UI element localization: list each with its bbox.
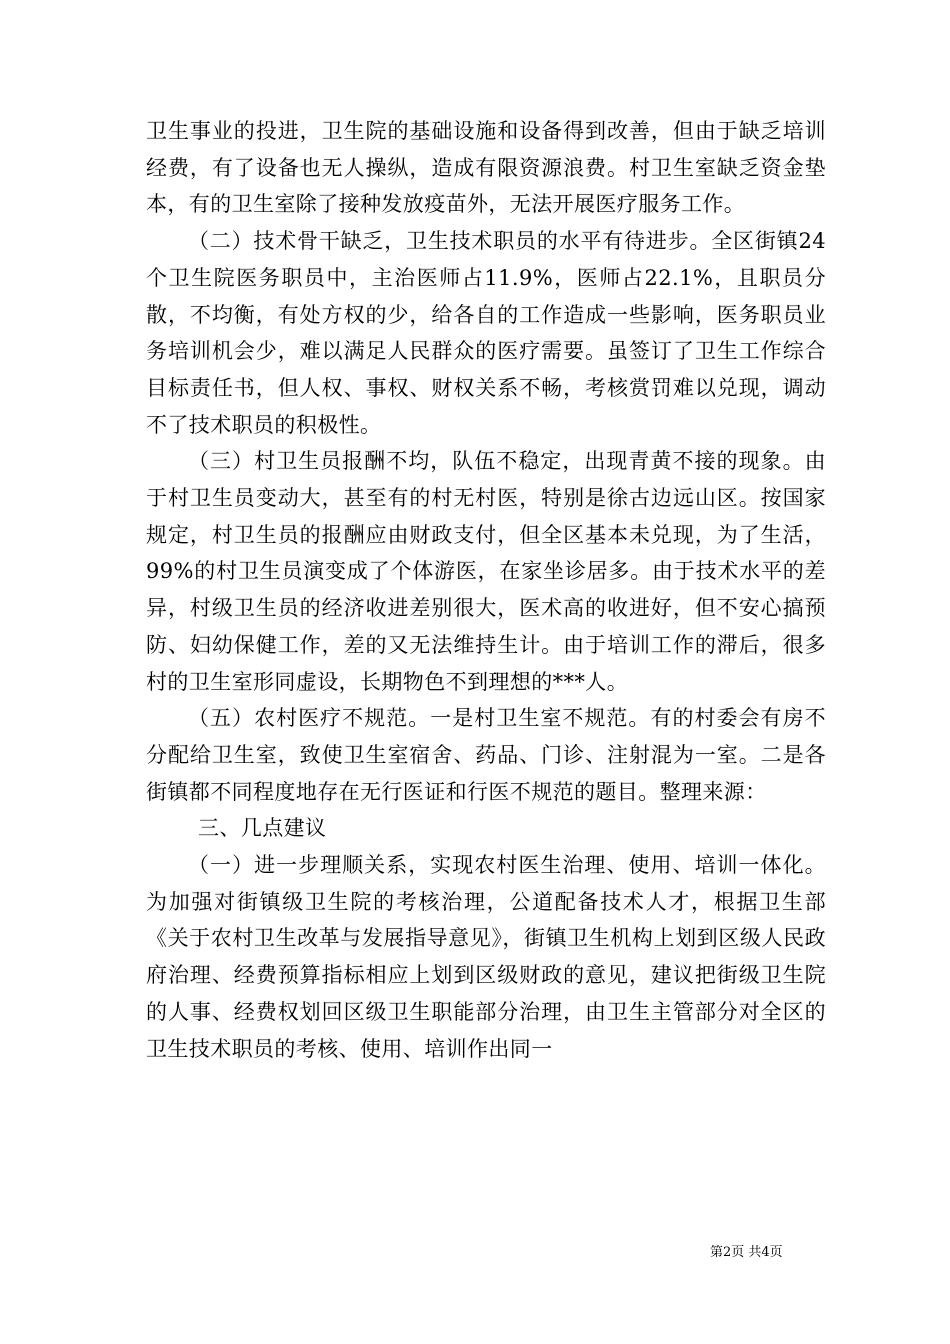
page-number-footer: 第2页 共4页	[710, 1245, 783, 1260]
paragraph-village-health-workers: （三）村卫生员报酬不均，队伍不稳定，出现青黄不接的现象。由于村卫生员变动大，甚至有的村无村医，特别是徐古边远山区。按国家规定，村卫生员的报酬应由财政支付，但全区基本未兑现，为了生活，99%的村卫生员演变成了个体游医，在家坐诊居多。由于技术水平的差异，村级卫生员的经济收进差别很大，医术高的收进好，但不安心搞预防、妇幼保健工作，差的又无法维持生计。由于培训工作的滞后，很多村的卫生室形同虚设，长期物色不到理想的***人。	[146, 449, 826, 694]
section-heading-suggestions: 三、几点建议	[198, 816, 327, 841]
paragraph-rural-medical-standards: （五）农村医疗不规范。一是村卫生室不规范。有的村委会有房不分配给卫生室，致使卫生室宿舍、药品、门诊、注射混为一室。二是各街镇都不同程度地存在无行医证和行医不规范的题目。整理来源：	[146, 706, 826, 804]
paragraph-suggestion-one: （一）进一步理顺关系，实现农村医生治理、使用、培训一体化。为加强对街镇级卫生院的考核治理，公道配备技术人才，根据卫生部《关于农村卫生改革与发展指导意见》，街镇卫生机构上划到区级人民政府治理、经费预算指标相应上划到区级财政的意见，建议把街级卫生院的人事、经费权划回区级卫生职能部分治理，由卫生主管部分对全区的卫生技术职员的考核、使用、培训作出同一	[146, 853, 826, 1061]
document-body	[146, 113, 826, 1067]
paragraph-technical-backbone: （二）技术骨干缺乏，卫生技术职员的水平有待进步。全区街镇24个卫生院医务职员中，主治医师占11.9%，医师占22.1%，且职员分散，不均衡，有处方权的少，给各自的工作造成一些影响，医务职员业务培训机会少，难以满足人民群众的医疗需要。虽签订了卫生工作综合目标责任书，但人权、事权、财权关系不畅，考核赏罚难以兑现，调动不了技术职员的积极性。	[146, 229, 826, 437]
paragraph-continuation: 卫生事业的投进，卫生院的基础设施和设备得到改善，但由于缺乏培训经费，有了设备也无人操纵，造成有限资源浪费。村卫生室缺乏资金垫本，有的卫生室除了接种发放疫苗外，无法开展医疗服务工作。	[146, 119, 826, 217]
